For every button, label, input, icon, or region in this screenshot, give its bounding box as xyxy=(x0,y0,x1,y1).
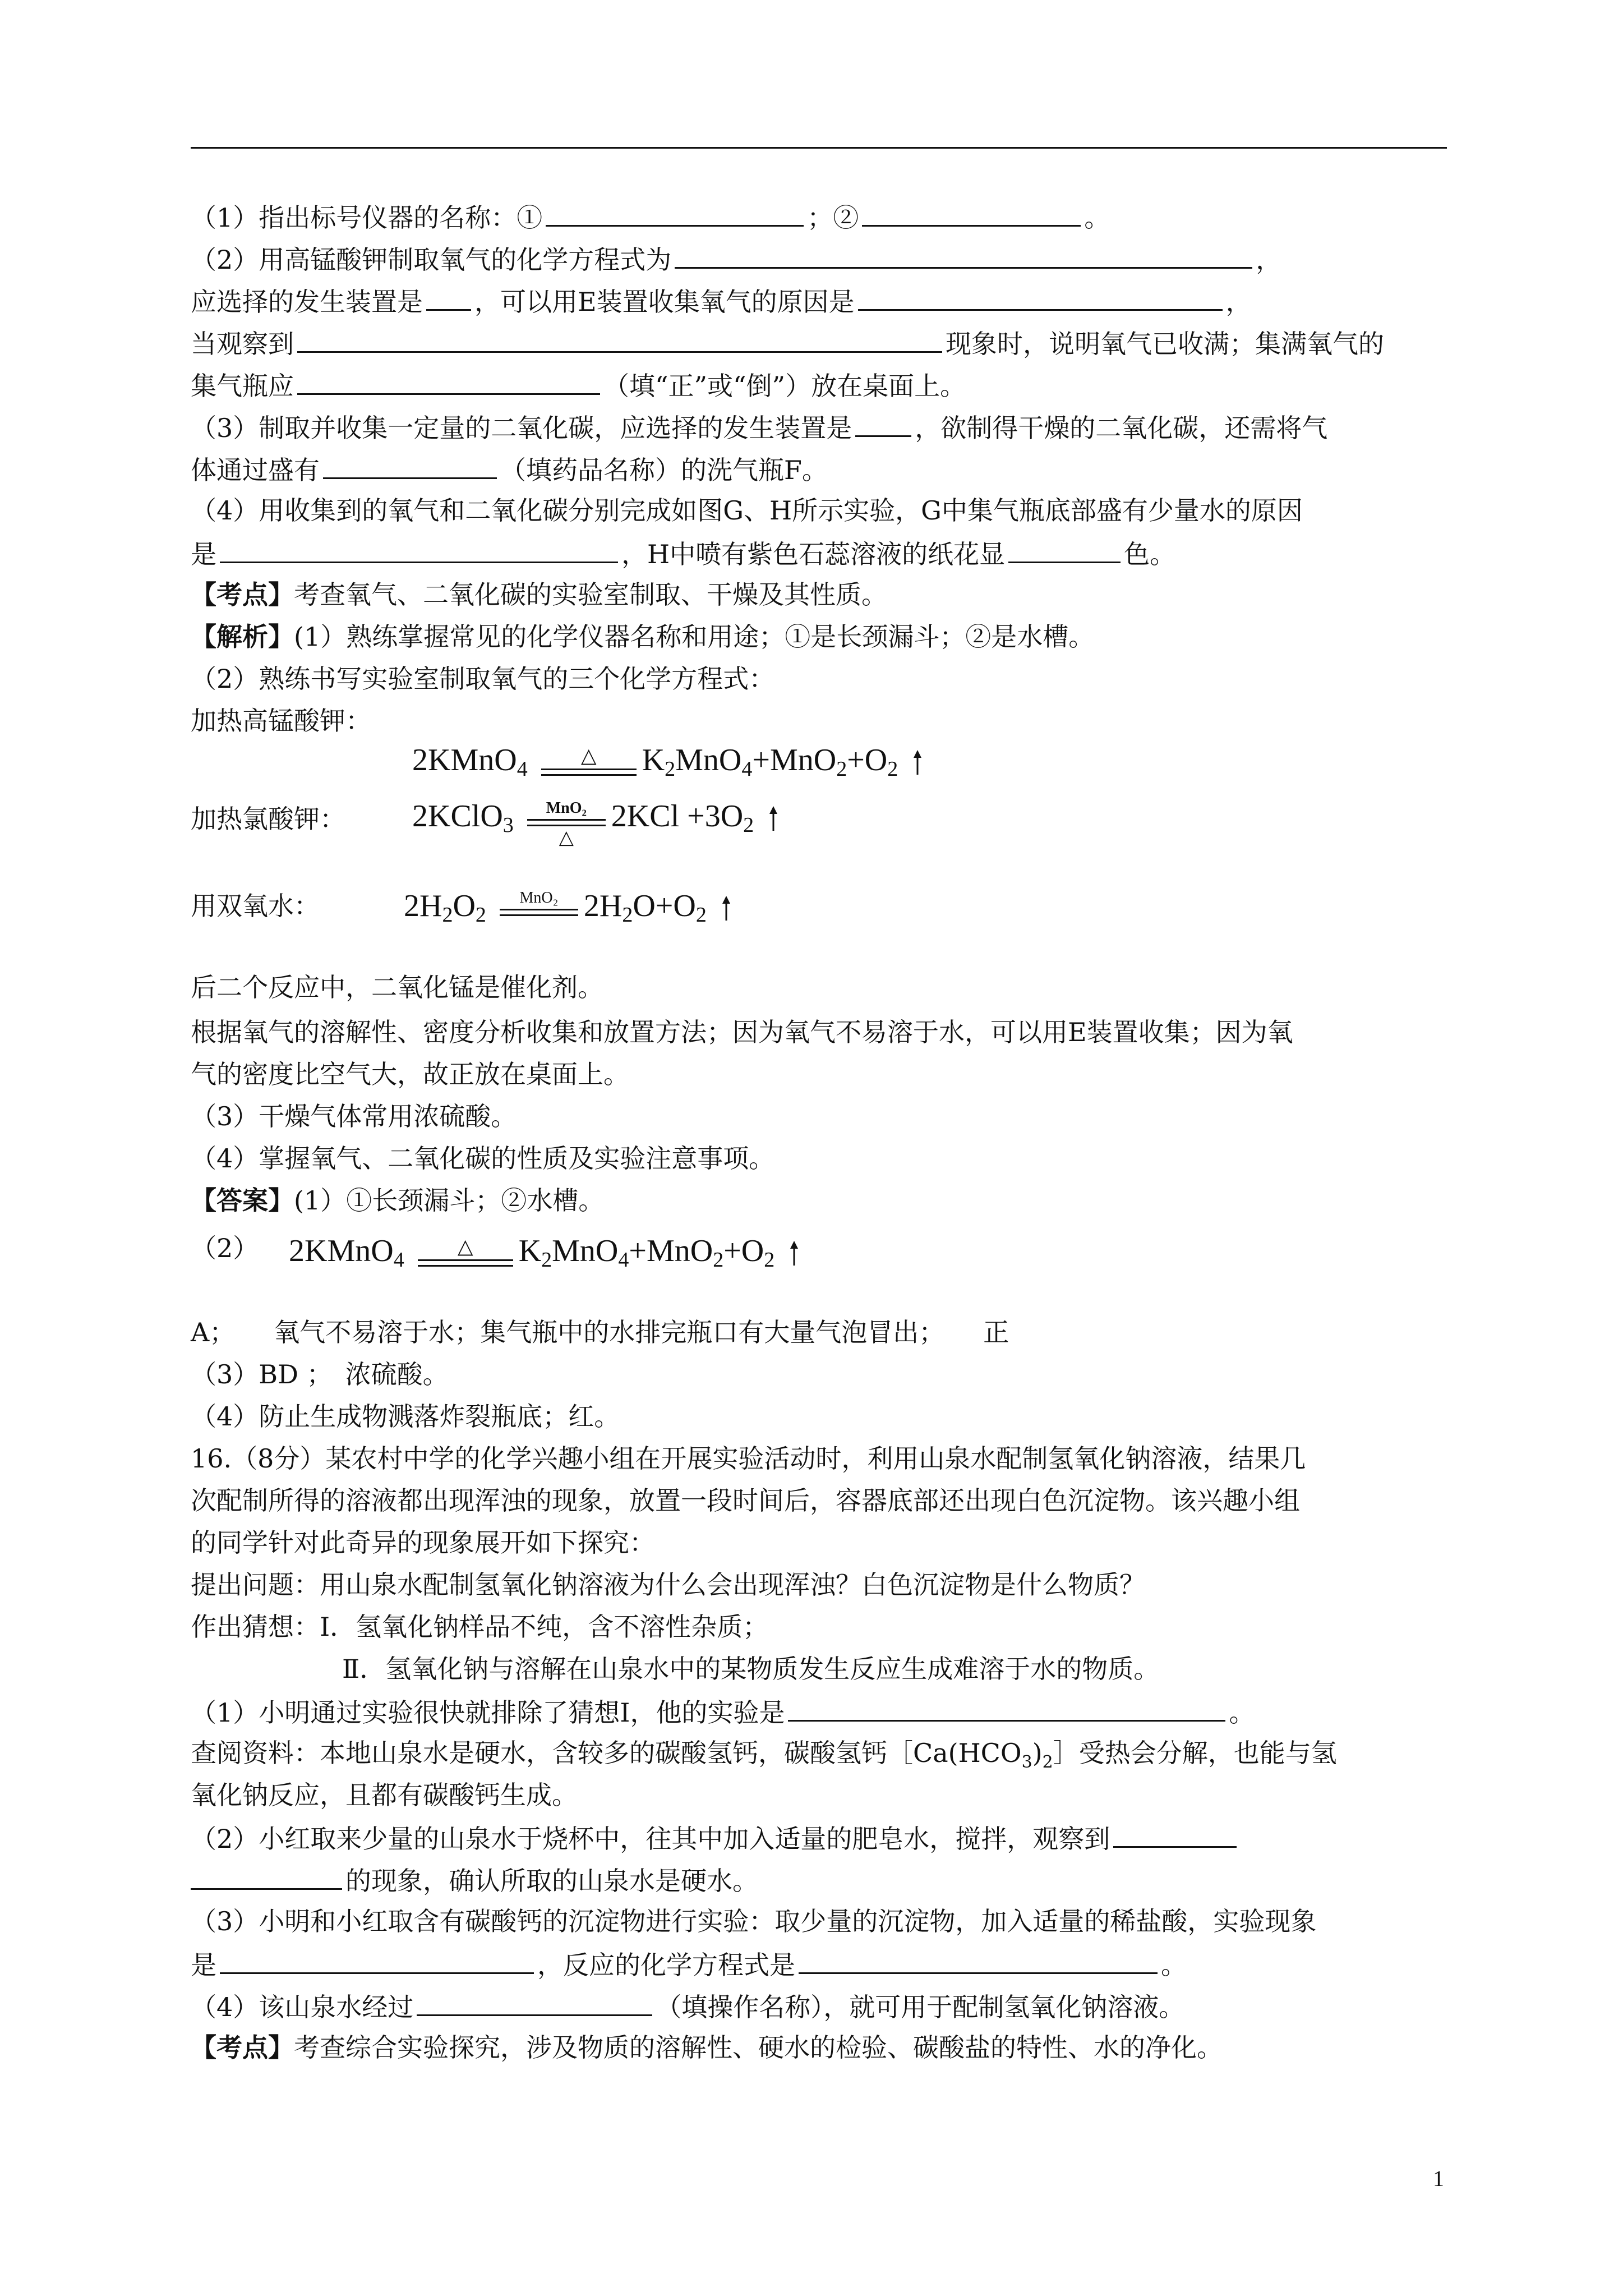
analysis-line1: 后二个反应中，二氧化锰是催化剂。 xyxy=(191,972,603,1002)
equation-kclo3: 2KClO$_3$ MnO₂ △ $2KCl +3O_2$ xyxy=(412,797,780,853)
answer-blank[interactable] xyxy=(220,536,618,563)
q15-part3: （3）制取并收集一定量的二氧化碳，应选择的发生装置是 ，欲制得干燥的二氧化碳，还需将气 xyxy=(191,409,1327,445)
equation-kmno4-answer: 2KMnO$_4$ △ $K_2MnO_4+MnO_2+O_2$ xyxy=(289,1231,800,1271)
q16-part2-line2: 的现象，确认所取的山泉水是硬水。 xyxy=(191,1862,758,1898)
reaction-condition: MnO₂ △ xyxy=(527,797,606,853)
answer-blank[interactable] xyxy=(799,1947,1158,1974)
answer-blank[interactable] xyxy=(1113,1820,1237,1848)
q16-reference: 查阅资料：本地山泉水是硬水，含较多的碳酸氢钙，碳酸氢钙$[Ca(HCO_3)_2]$受热会分解，也能与氢 xyxy=(191,1738,1337,1773)
q15-part4-line2: 是 ，H中喷有紫色石蕊溶液的纸花显 色。 xyxy=(191,536,1175,571)
q15-part2-line2: 应选择的发生装置是 ，可以用E装置收集氧气的原因是 ， xyxy=(191,283,1252,319)
method-kclo3-label: 加热氯酸钾： xyxy=(191,804,345,834)
header-rule xyxy=(191,147,1447,149)
answer-blank[interactable] xyxy=(191,1862,342,1890)
q16-part3: （3）小明和小红取含有碳酸钙的沉淀物进行实验：取少量的沉淀物，加入适量的稀盐酸，实验现象 xyxy=(191,1906,1317,1936)
q16-line2: 次配制所得的溶液都出现浑浊的现象，放置一段时间后，容器底部还出现白色沉淀物。该兴趣小组 xyxy=(191,1485,1300,1516)
answer-line4: （3）BD ； 浓硫酸。 xyxy=(191,1359,449,1389)
gas-arrow-icon xyxy=(767,806,780,832)
jiexi-line: 【解析】(1）熟练掌握常见的化学仪器名称和用途；①是长颈漏斗；②是水槽。 xyxy=(191,622,1095,652)
answer-blank[interactable] xyxy=(426,283,471,311)
analysis-line5: （4）掌握氧气、二氧化碳的性质及实验注意事项。 xyxy=(191,1143,775,1174)
q16-line5: 作出猜想：Ⅰ．氢氧化钠样品不纯，含不溶性杂质； xyxy=(191,1612,769,1642)
reaction-condition: △ xyxy=(541,740,637,780)
equation-h2o2: $2H_2O_2$ MnO₂ $2H_2O+O_2$ xyxy=(404,886,732,926)
answer-blank[interactable] xyxy=(297,367,600,395)
reaction-condition: △ xyxy=(418,1231,513,1271)
equation-kmno4: 2KMnO$_4$ △ $K_2MnO_4+MnO_2+O_2$ xyxy=(412,740,924,780)
answer-blank[interactable] xyxy=(862,199,1081,227)
answer-blank[interactable] xyxy=(546,199,804,227)
q15-part3-line2: 体通过盛有 （填药品名称）的洗气瓶F。 xyxy=(191,452,828,487)
method-h2o2-label: 用双氧水： xyxy=(191,891,320,921)
q16-line3: 的同学针对此奇异的现象展开如下探究： xyxy=(191,1527,655,1558)
analysis-line3: 气的密度比空气大，故正放在桌面上。 xyxy=(191,1059,629,1089)
q16-line6: Ⅱ．氢氧化钠与溶解在山泉水中的某物质发生反应生成难溶于水的物质。 xyxy=(342,1654,1160,1684)
answer-line: 【答案】(1）①长颈漏斗；②水槽。 xyxy=(191,1185,605,1216)
q16-line4: 提出问题：用山泉水配制氢氧化钠溶液为什么会出现浑浊？白色沉淀物是什么物质？ xyxy=(191,1570,1145,1600)
answer-blank[interactable] xyxy=(220,1947,534,1974)
answer-blank[interactable] xyxy=(788,1694,1225,1722)
page-number: 1 xyxy=(1433,2166,1444,2191)
q16-part2: （2）小红取来少量的山泉水于烧杯中，往其中加入适量的肥皂水，搅拌，观察到 xyxy=(191,1820,1240,1856)
answer-blank[interactable] xyxy=(1008,536,1121,563)
analysis-line4: （3）干燥气体常用浓硫酸。 xyxy=(191,1101,517,1131)
gas-arrow-icon xyxy=(788,1241,800,1267)
q16-reference-line2: 氧化钠反应，且都有碳酸钙生成。 xyxy=(191,1780,578,1810)
answer-line2-label: （2） xyxy=(191,1233,259,1263)
answer-blank[interactable] xyxy=(858,283,1223,311)
q16-part1: （1）小明通过实验很快就排除了猜想Ⅰ，他的实验是 。 xyxy=(191,1694,1255,1729)
analysis-line2: 根据氧气的溶解性、密度分析收集和放置方法；因为氧气不易溶于水，可以用E装置收集；因为氧 xyxy=(191,1017,1293,1047)
kaodian2-line: 【考点】考查综合实验探究，涉及物质的溶解性、硬水的检验、碳酸盐的特性、水的净化。 xyxy=(191,2032,1223,2063)
gas-arrow-icon xyxy=(911,750,924,776)
q15-part1: （1）指出标号仪器的名称：① ；② 。 xyxy=(191,199,1110,234)
answer-blank[interactable] xyxy=(855,409,911,437)
answer-blank[interactable] xyxy=(297,325,942,353)
q16-part3-line2: 是 ，反应的化学方程式是 。 xyxy=(191,1947,1187,1982)
answer-blank[interactable] xyxy=(417,1989,652,2016)
answer-blank[interactable] xyxy=(675,241,1252,269)
answer-line3: A； 氧气不易溶于水；集气瓶中的水排完瓶口有大量气泡冒出； 正 xyxy=(191,1317,1009,1347)
q16-line1: 16.（8分）某农村中学的化学兴趣小组在开展实验活动时，利用山泉水配制氢氧化钠溶液，结果几 xyxy=(191,1443,1306,1474)
gas-arrow-icon xyxy=(720,896,732,922)
q16-part4: （4）该山泉水经过 （填操作名称），就可用于配制氢氧化钠溶液。 xyxy=(191,1989,1184,2024)
answer-line5: （4）防止生成物溅落炸裂瓶底；红。 xyxy=(191,1401,620,1432)
method-kmno4-label: 加热高锰酸钾： xyxy=(191,706,371,736)
q15-part2: （2）用高锰酸钾制取氧气的化学方程式为 ， xyxy=(191,241,1281,277)
answer-blank[interactable] xyxy=(323,452,497,479)
q15-part2-line3: 当观察到 现象时，说明氧气已收满；集满氧气的 xyxy=(191,325,1384,361)
kaodian-line: 【考点】考查氧气、二氧化碳的实验室制取、干燥及其性质。 xyxy=(191,579,887,610)
jiexi-line2: （2）熟练书写实验室制取氧气的三个化学方程式： xyxy=(191,664,775,694)
reaction-condition: MnO₂ xyxy=(500,886,578,926)
q15-part4: （4）用收集到的氧气和二氧化碳分别完成如图G、H所示实验，G中集气瓶底部盛有少量水的原因 xyxy=(191,495,1303,526)
q15-part2-line4: 集气瓶应 （填“正”或“倒”）放在桌面上。 xyxy=(191,367,966,403)
